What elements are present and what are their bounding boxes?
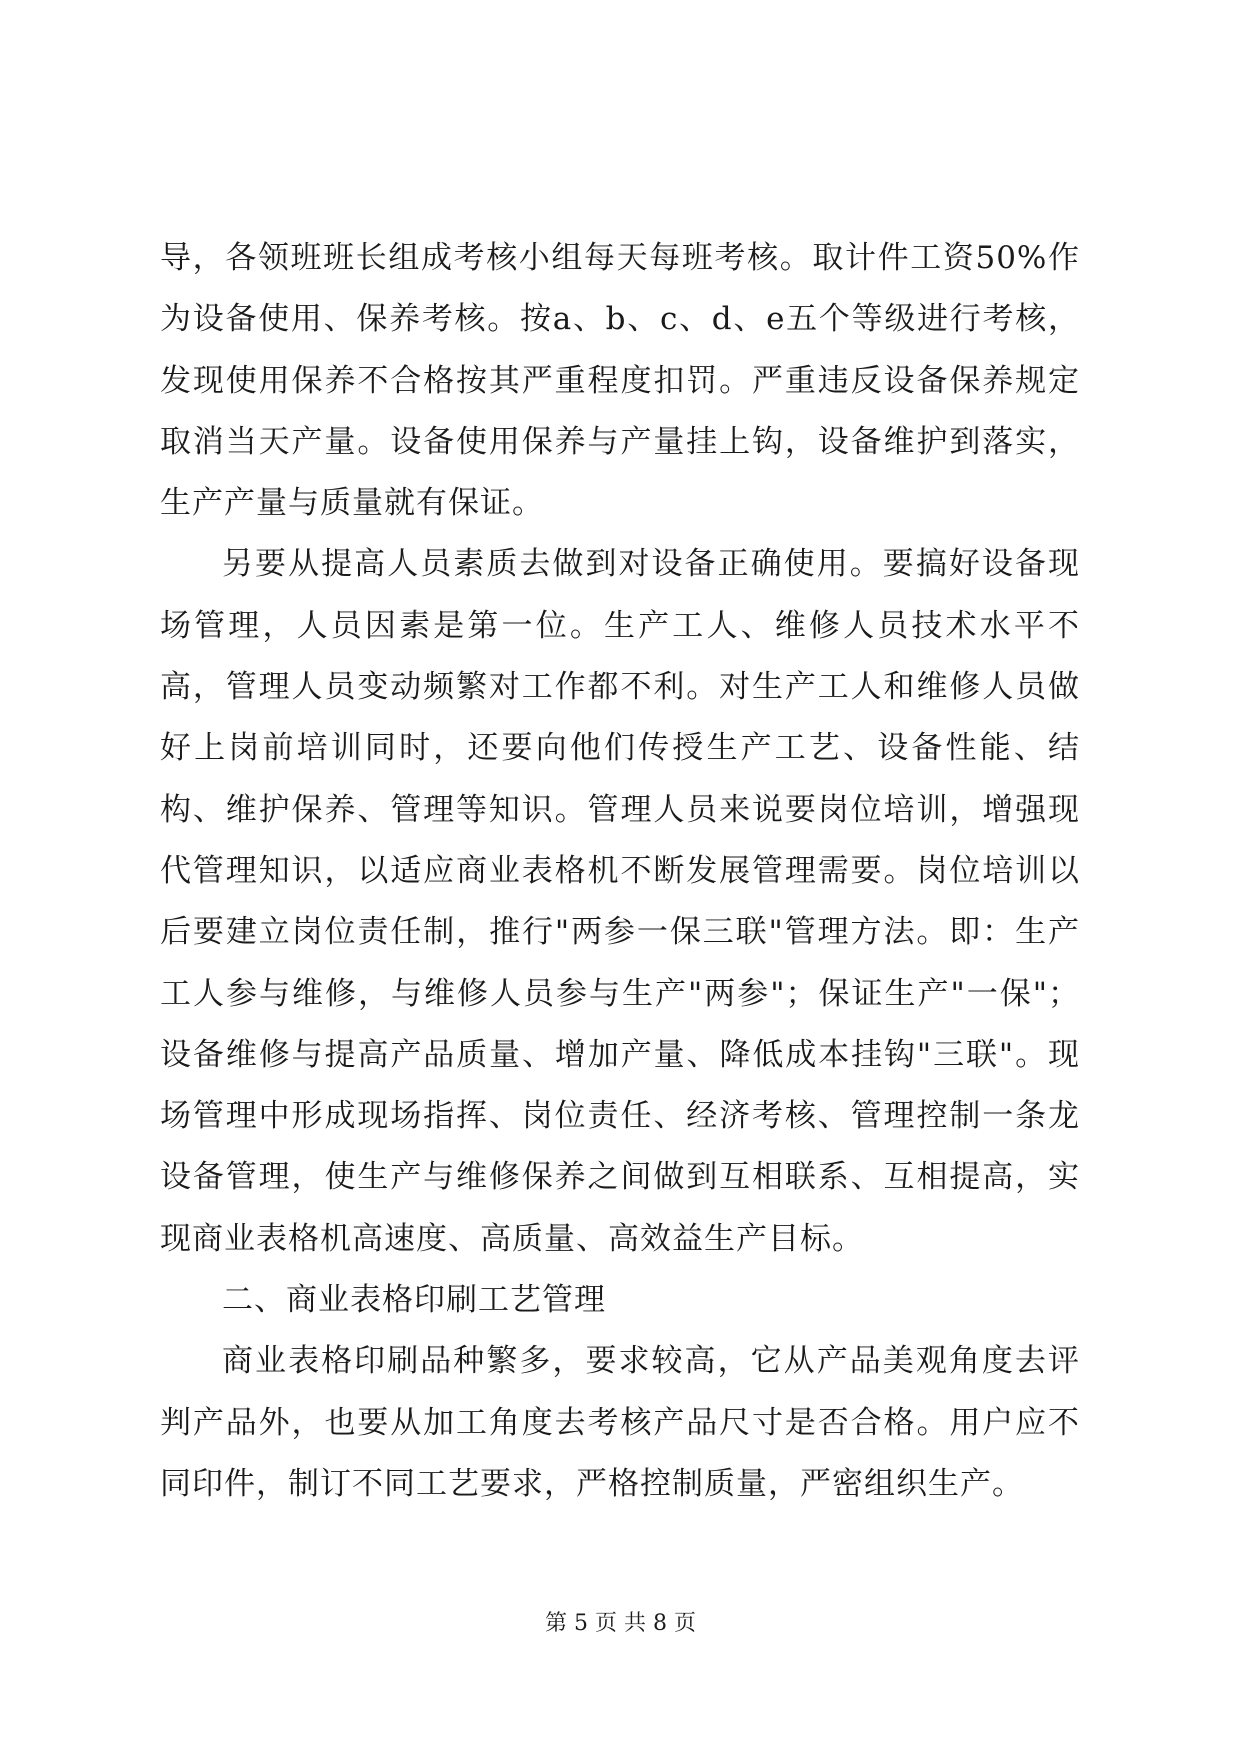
document-body <box>160 228 1080 1515</box>
paragraph-1: 导，各领班班长组成考核小组每天每班考核。取计件工资50%作为设备使用、保养考核。按a、b、c、d、e五个等级进行考核，发现使用保养不合格按其严重程度扣罚。严重违反设备保养规定取消当天产量。设备使用保养与产量挂上钩，设备维护到落实，生产产量与质量就有保证。 <box>160 240 1080 522</box>
page-footer: 第 5 页 共 8 页 <box>545 1611 696 1636</box>
section-heading: 二、商业表格印刷工艺管理 <box>222 1282 606 1319</box>
paragraph-3: 商业表格印刷品种繁多，要求较高，它从产品美观角度去评判产品外，也要从加工角度去考核产品尺寸是否合格。用户应不同印件，制订不同工艺要求，严格控制质量，严密组织生产。 <box>160 1343 1080 1502</box>
paragraph-2: 另要从提高人员素质去做到对设备正确使用。要搞好设备现场管理，人员因素是第一位。生产工人、维修人员技术水平不高，管理人员变动频繁对工作都不利。对生产工人和维修人员做好上岗前培训同时，还要向他们传授生产工艺、设备性能、结构、维护保养、管理等知识。管理人员来说要岗位培训，增强现代管理知识，以适应商业表格机不断发展管理需要。岗位培训以后要建立岗位责任制，推行"两参一保三联"管理方法。即：生产工人参与维修，与维修人员参与生产"两参"；保证生产"一保"；设备维修与提高产品质量、增加产量、降低成本挂钩"三联"。现场管理中形成现场指挥、岗位责任、经济考核、管理控制一条龙设备管理，使生产与维修保养之间做到互相联系、互相提高，实现商业表格机高速度、高质量、高效益生产目标。 <box>160 546 1080 1257</box>
